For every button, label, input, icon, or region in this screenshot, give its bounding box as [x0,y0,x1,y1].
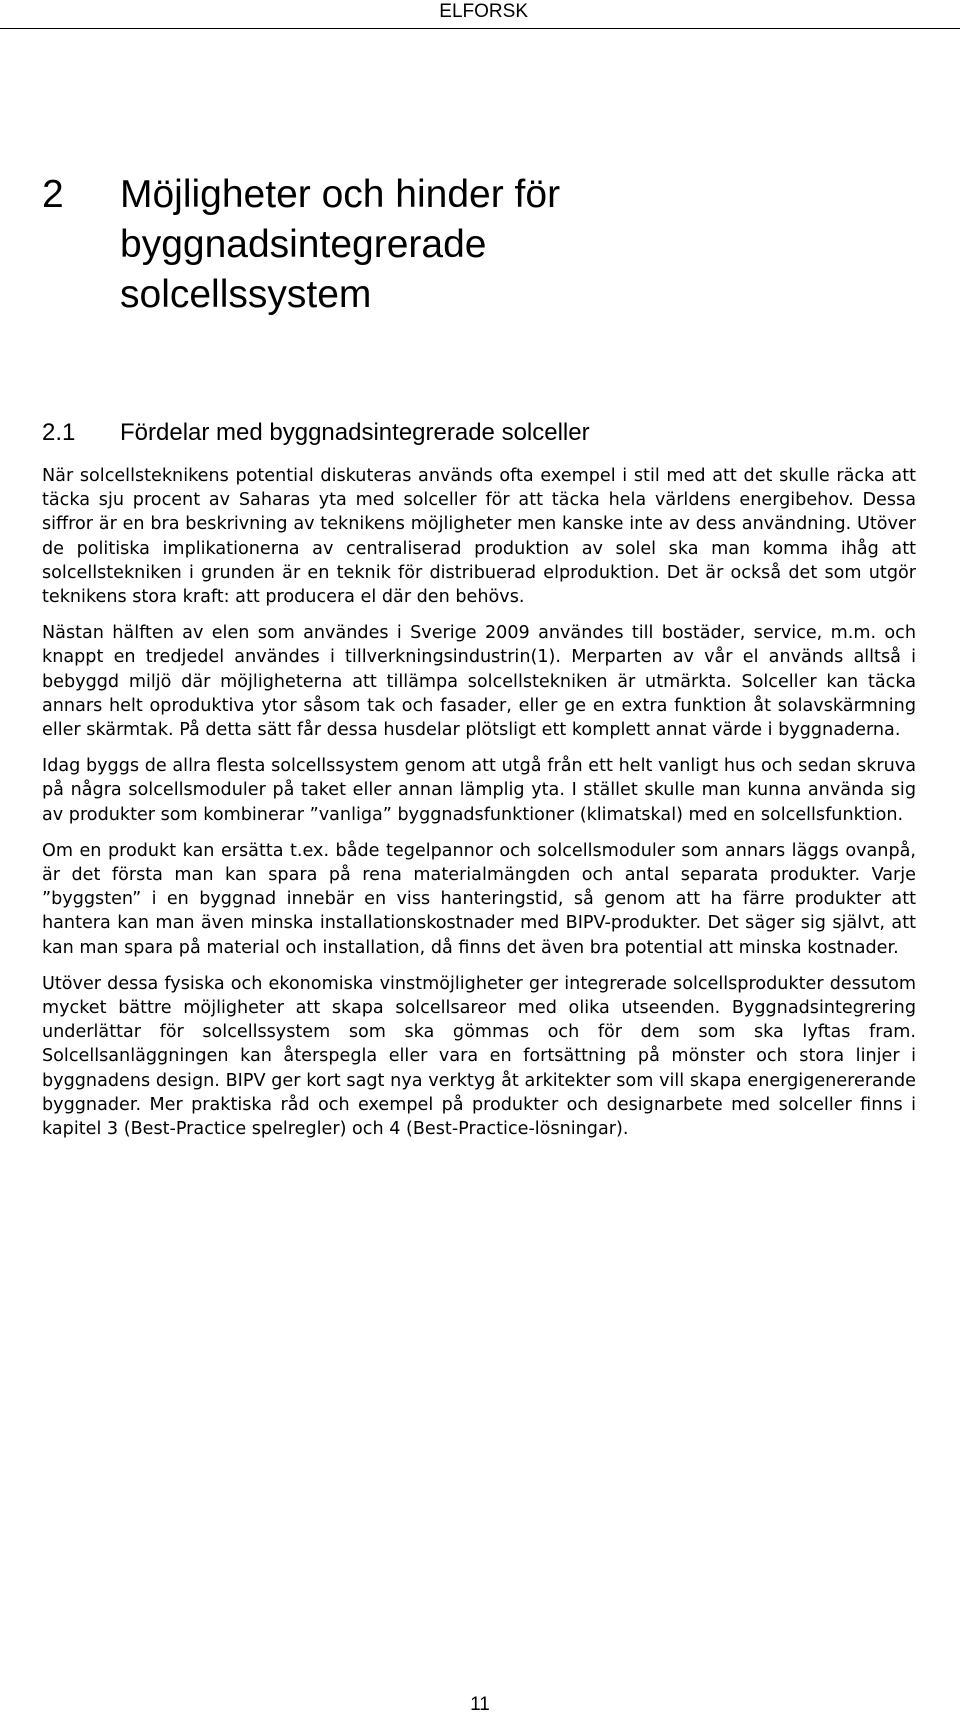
page-number: 11 [470,1694,490,1715]
body-text [42,464,916,1153]
paragraph: Idag byggs de allra flesta solcellssystem genom att utgå från ett helt vanligt hus och sedan skruva på några solcellsmoduler på taket eller annan lämplig yta. I stället skulle man kunna använda sig av produkter som kombinerar ”vanliga” byggnadsfunktioner (klimatskal) med en solcellsfunktion. [42,756,916,825]
section-title: Fördelar med byggnadsintegrerade solceller [120,419,590,446]
chapter-number: 2 [42,173,64,216]
section-number: 2.1 [42,419,76,446]
paragraph: Utöver dessa fysiska och ekonomiska vinstmöjligheter ger integrerade solcellsprodukter dessutom mycket bättre möjligheter att skapa solcellsareor med olika utseenden. Byggnadsintegrering underlättar för solcellssystem som ska gömmas och för dem som ska lyftas fram. Solcellsanläggningen kan återspegla eller vara en fortsättning på mönster och stora linjer i byggnadens design. BIPV ger kort sagt nya verktyg åt arkitekter som vill skapa energigenererande byggnader. Mer praktiska råd och exempel på produkter och designarbete med solceller finns i kapitel 3 (Best-Practice spelregler) och 4 (Best-Practice-lösningar). [42,973,916,1140]
chapter-title [120,170,560,320]
page-header [0,0,960,29]
section-heading [42,418,590,448]
header-text: ELFORSK [439,1,528,22]
chapter-heading [42,170,560,320]
paragraph: Nästan hälften av elen som användes i Sverige 2009 användes till bostäder, service, m.m. och knappt en tredjedel användes i tillverkningsindustrin(1). Merparten av vår el används alltså i bebyggd miljö där möjligheterna att tillämpa solcellstekniken är utmärkta. Solceller kan täcka annars helt oproduktiva ytor såsom tak och fasader, eller ge en extra funktion åt solavskärmning eller skärmtak. På detta sätt får dessa husdelar plötsligt ett komplett annat värde i byggnaderna. [42,623,916,741]
paragraph: När solcellsteknikens potential diskuteras används ofta exempel i stil med att det skulle räcka att täcka sju procent av Saharas yta med solceller för att täcka hela världens energibehov. Dessa siffror är en bra beskrivning av teknikens möjligheter men kanske inte av dess användning. Utöver de politiska implikationerna av centraliserad produktion av solel ska man komma ihåg att solcellstekniken i grunden är en teknik för distribuerad elproduktion. Det är också det som utgör teknikens stora kraft: att producera el där den behövs. [42,466,916,608]
chapter-title-line: solcellssystem [120,273,372,316]
chapter-title-line: byggnadsintegrerade [120,223,487,266]
chapter-title-line: Möjligheter och hinder för [120,173,561,216]
paragraph: Om en produkt kan ersätta t.ex. både tegelpannor och solcellsmoduler som annars läggs ovanpå, är det första man kan spara på rena materialmängden och antal separata produkter. Varje ”byggsten” i en byggnad innebär en viss hanteringstid, så genom att ha färre produkter att hantera kan man även minska installationskostnader med BIPV-produkter. Det säger sig självt, att kan man spara på material och installation, då finns det även bra potential att minska kostnader. [42,840,916,958]
